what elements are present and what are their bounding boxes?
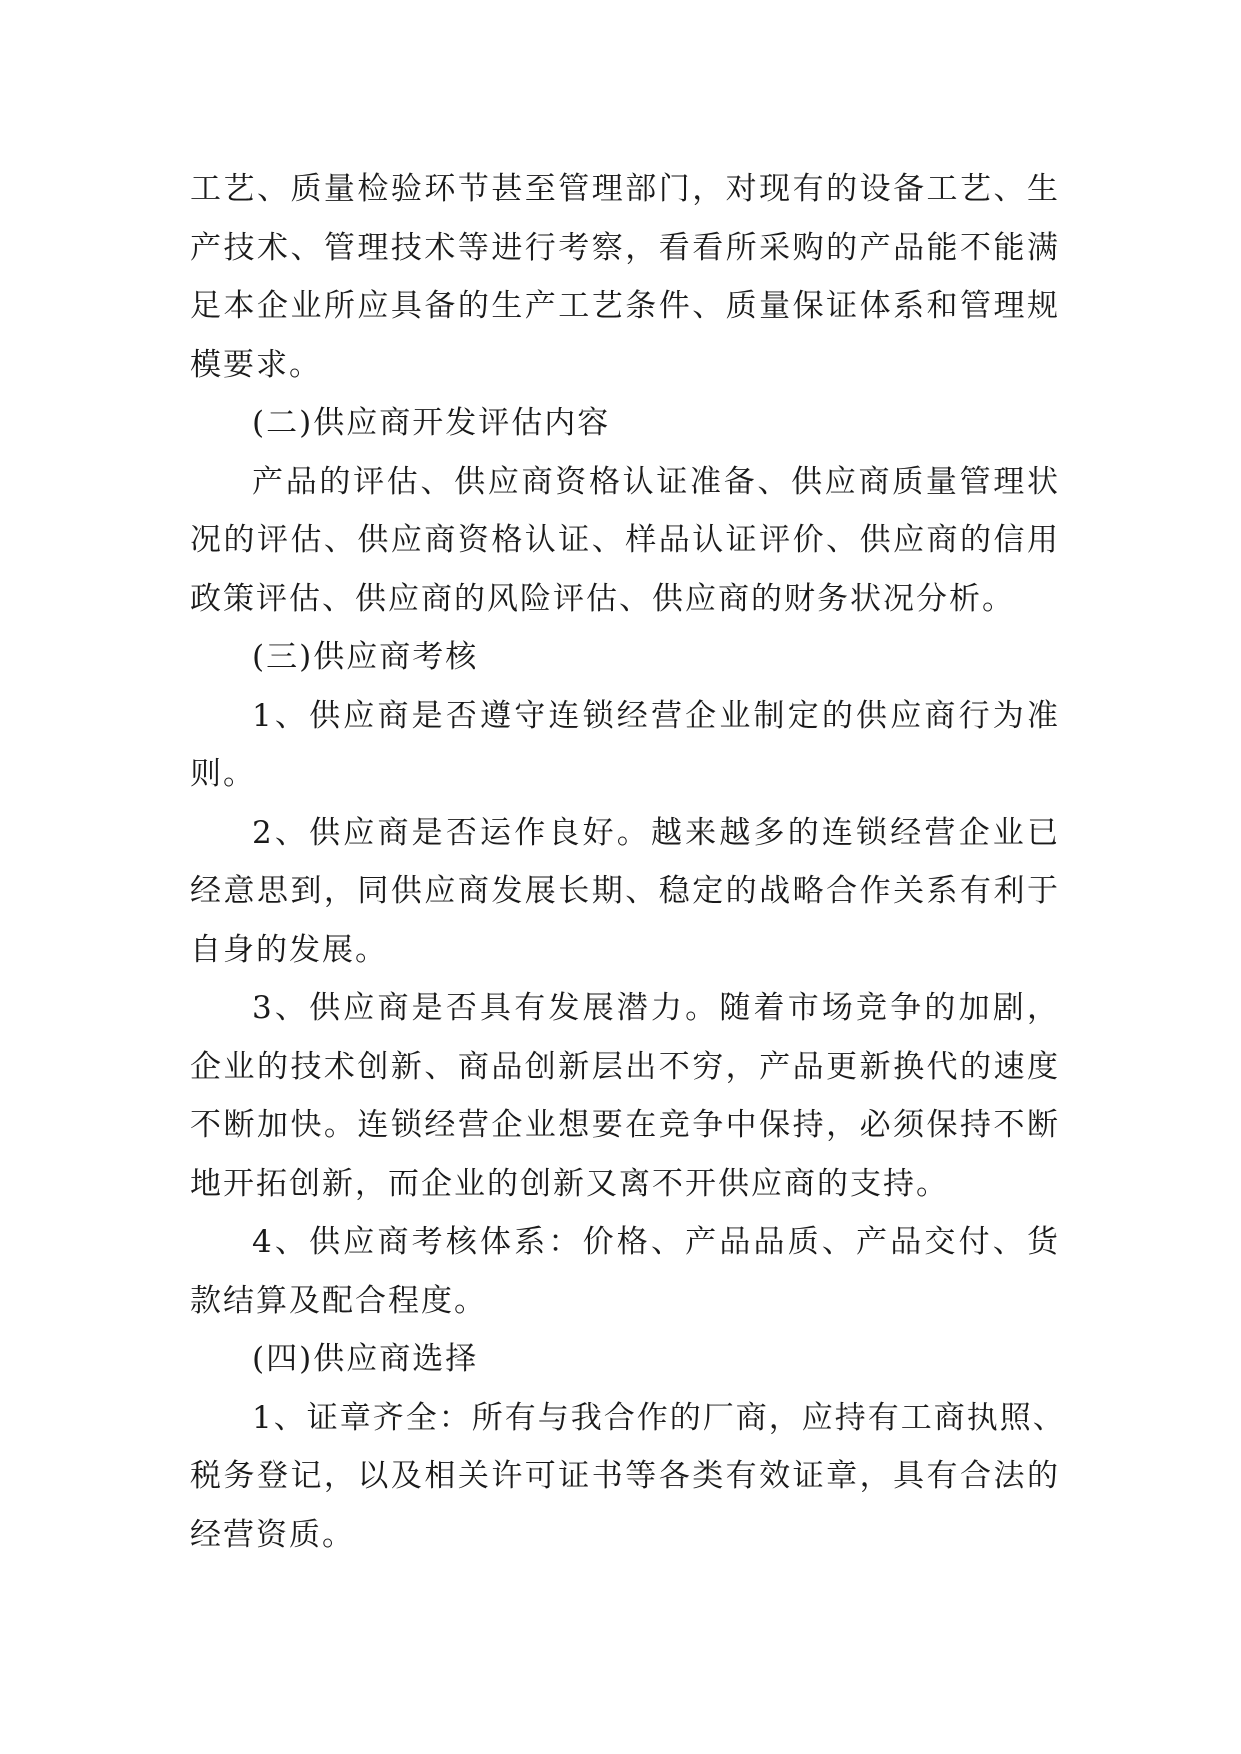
text-line: 模要求。 xyxy=(190,346,322,383)
text-line: 2、供应商是否运作良好。越来越多的连锁经营企业已 xyxy=(252,814,1060,851)
paragraph-supplier-development xyxy=(190,453,1060,629)
paragraph-assessment-item-3 xyxy=(190,979,1060,1213)
text-line: 则。 xyxy=(190,756,256,792)
paragraph-selection-item-1 xyxy=(190,1389,1066,1565)
text-line: 不断加快。连锁经营企业想要在竞争中保持，必须保持不断 xyxy=(190,1107,1060,1143)
heading-text: (三)供应商考核 xyxy=(252,639,479,675)
text-line: 款结算及配合程度。 xyxy=(190,1282,487,1319)
paragraph-assessment-item-4 xyxy=(190,1213,1060,1330)
heading-text: (二)供应商开发评估内容 xyxy=(252,405,611,441)
text-line: 地开拓创新，而企业的创新又离不开供应商的支持。 xyxy=(190,1165,949,1202)
text-line: 3、供应商是否具有发展潜力。随着市场竞争的加剧， xyxy=(252,990,1060,1026)
text-line: 产品的评估、供应商资格认证准备、供应商质量管理状 xyxy=(252,463,1060,500)
text-line: 税务登记，以及相关许可证书等各类有效证章，具有合法的 xyxy=(190,1458,1060,1494)
text-line: 足本企业所应具备的生产工艺条件、质量保证体系和管理规 xyxy=(190,288,1060,324)
text-line: 政策评估、供应商的风险评估、供应商的财务状况分析。 xyxy=(190,580,1015,617)
section-heading-supplier-selection xyxy=(190,1330,1060,1389)
text-line: 工艺、质量检验环节甚至管理部门，对现有的设备工艺、生 xyxy=(190,171,1060,207)
paragraph-equipment-inspection xyxy=(190,160,1060,394)
text-line: 况的评估、供应商资格认证、样品认证评价、供应商的信用 xyxy=(190,522,1060,558)
heading-text: (四)供应商选择 xyxy=(252,1341,479,1377)
paragraph-assessment-item-2 xyxy=(190,804,1060,980)
text-line: 经营资质。 xyxy=(190,1516,355,1553)
document-body xyxy=(190,160,1066,1564)
text-line: 4、供应商考核体系：价格、产品品质、产品交付、货 xyxy=(252,1224,1060,1260)
text-line: 企业的技术创新、商品创新层出不穷，产品更新换代的速度 xyxy=(190,1048,1060,1085)
paragraph-assessment-item-1 xyxy=(190,687,1060,804)
text-line: 经意思到，同供应商发展长期、稳定的战略合作关系有利于 xyxy=(190,873,1060,909)
text-line: 1、证章齐全：所有与我合作的厂商，应持有工商执照、 xyxy=(252,1399,1066,1436)
text-line: 产技术、管理技术等进行考察，看看所采购的产品能不能满 xyxy=(190,229,1060,266)
text-line: 1、供应商是否遵守连锁经营企业制定的供应商行为准 xyxy=(252,697,1060,734)
section-heading-supplier-development xyxy=(190,394,1060,453)
text-line: 自身的发展。 xyxy=(190,931,388,968)
section-heading-supplier-assessment xyxy=(190,628,1060,687)
